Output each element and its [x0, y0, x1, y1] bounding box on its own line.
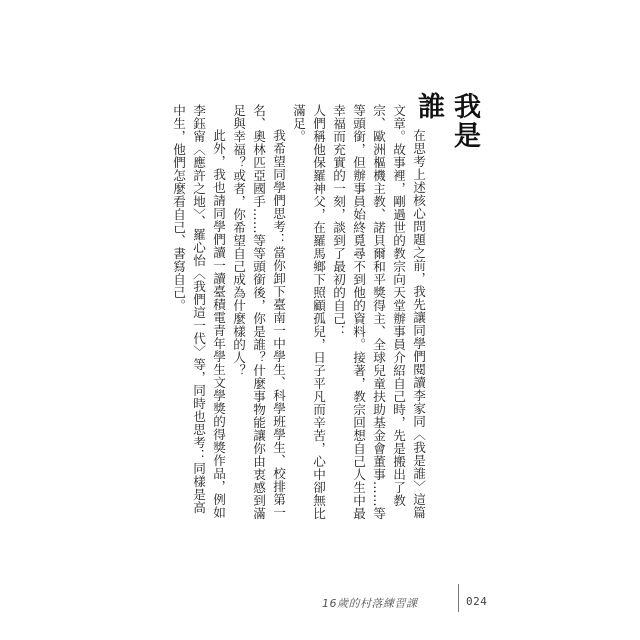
paragraph: 在思考上述核心問題之前，我先讓同學們閱讀李家同〈我是誰〉這篇文章。故事裡，剛過世的教宗向天堂辦事員介紹自己時，先是搬出了教宗、歐洲樞機主教、諾貝爾和平獎得主、全球兒童扶助基金會董事……等等頭銜，但辦事員始終覓尋不到他的資料。接著，教宗回想自己人生中最幸福而充實的一刻，談到了最初的自己：: [331, 104, 426, 520]
chapter-title: 我是誰: [413, 92, 480, 150]
footer-divider: [458, 584, 459, 612]
paragraph: 此外，我也請同學們讀一讀臺積電青年學生文學獎的得獎作品，例如李鈺甯〈應許之地〉、羅心怡〈我們這一代〉等，同時也思考：同樣是高中生，他們怎麼看自己、書寫自己。: [171, 104, 226, 520]
paragraph: 我希望同學們思考：當你卸下臺南一中學生、科學班學生、校排第一名、奧林匹亞國手……等等頭銜後，你是誰？什麼事物能讓你由衷感到滿足與幸福？或者，你希望自己成為什麼樣的人？: [231, 104, 286, 520]
page-number: 024: [466, 595, 488, 608]
paragraph: 人們稱他保羅神父，在羅馬鄉下照顧孤兒，日子平凡而辛苦，心中卻無比滿足。: [291, 104, 326, 520]
running-footer-title: 16歲的村落練習課: [322, 597, 418, 610]
body-text: [150, 104, 428, 520]
